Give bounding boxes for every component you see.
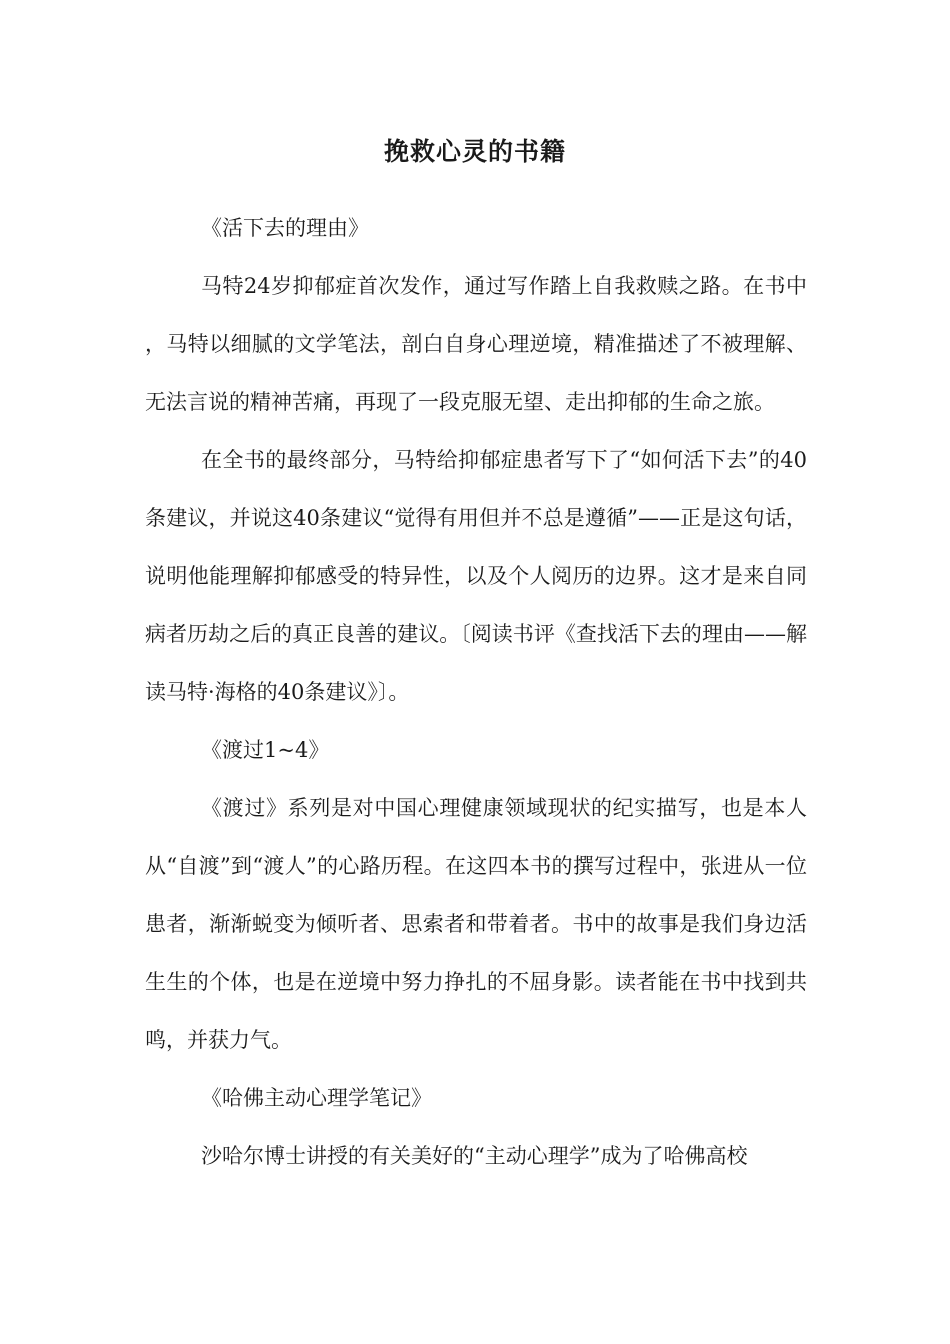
paragraph: 马特24岁抑郁症首次发作，通过写作踏上自我救赎之路。在书中，马特以细腻的文学笔法，剖白自身心理逆境，精准描述了不被理解、无法言说的精神苦痛，再现了一段克服无望、走出抑郁的生命之旅。 (145, 274, 807, 414)
paragraph: 《渡过》系列是对中国心理健康领域现状的纪实描写，也是本人从“自渡”到“渡人”的心路历程。在这四本书的撰写过程中，张进从一位患者，渐渐蜕变为倾听者、思索者和带着者。书中的故事是我们身边活生生的个体，也是在逆境中努力挣扎的不屈身影。读者能在书中找到共鸣，并获力气。 (145, 796, 807, 1052)
document-title: 挽救心灵的书籍 (383, 137, 566, 166)
document-body (145, 199, 807, 1185)
section-heading: 《活下去的理由》 (201, 216, 369, 240)
paragraph: 沙哈尔博士讲授的有关美好的“主动心理学”成为了哈佛高校 (201, 1144, 748, 1168)
section-heading: 《渡过1~4》 (201, 738, 330, 762)
paragraph: 在全书的最终部分，马特给抑郁症患者写下了“如何活下去”的40条建议，并说这40条建议“觉得有用但并不总是遵循”——正是这句话，说明他能理解抑郁感受的特异性，以及个人阅历的边界。这才是来自同病者历劫之后的真正良善的建议。〔阅读书评《查找活下去的理由——解读马特·海格的40条建议》〕。 (145, 448, 807, 704)
section-heading: 《哈佛主动心理学笔记》 (201, 1086, 432, 1110)
